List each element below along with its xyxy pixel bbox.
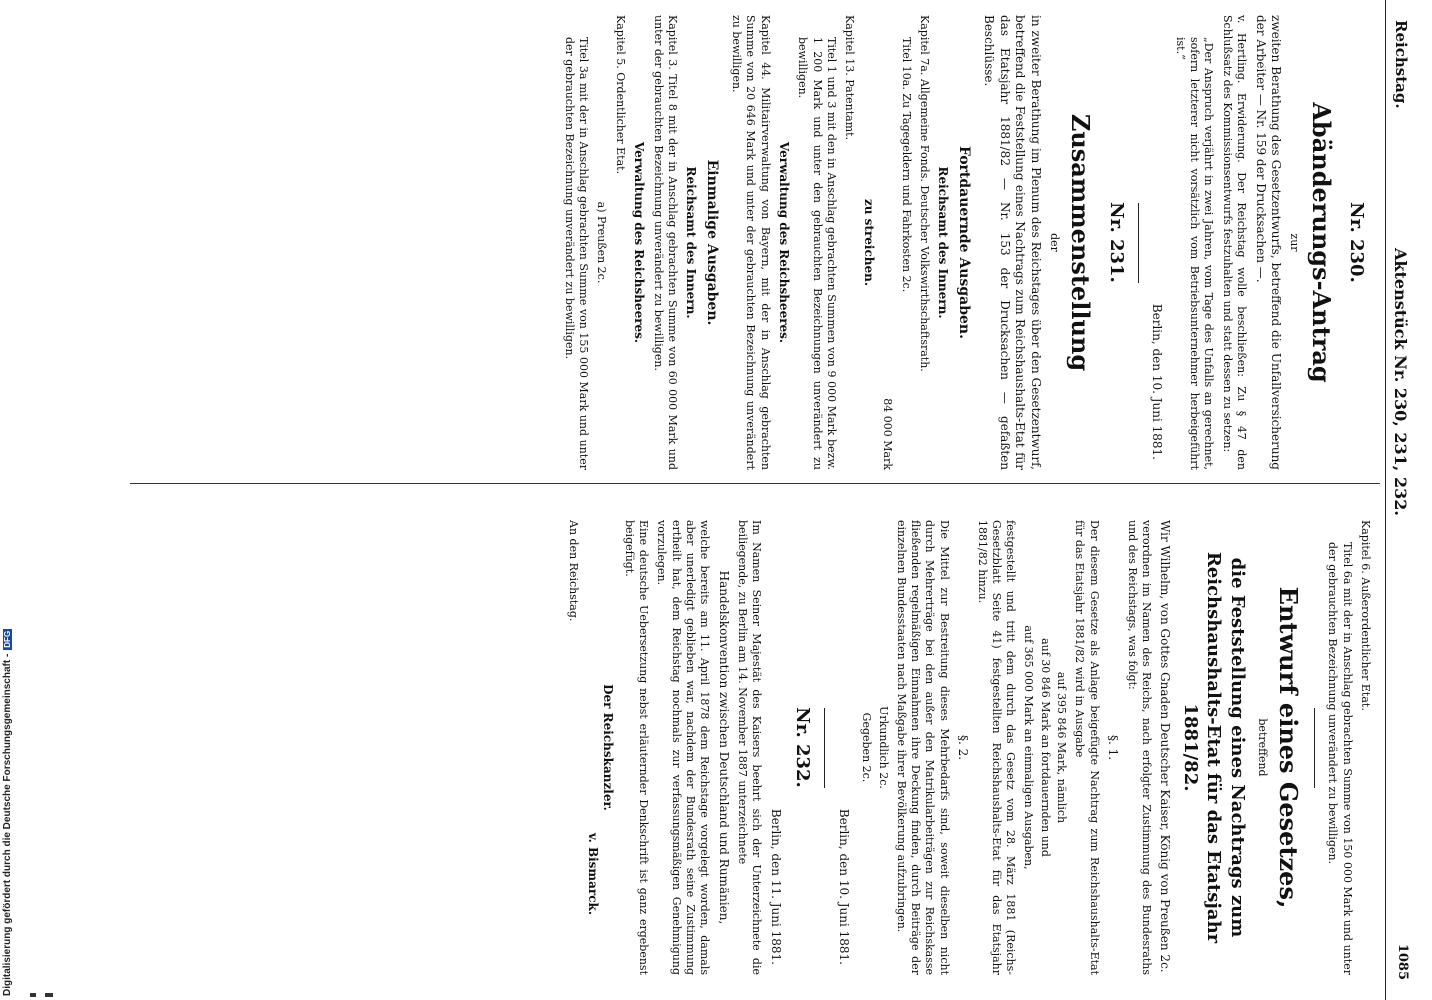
- preussen: a) Preußen 2c.: [595, 201, 609, 284]
- text-paragraph-1: Der diesem Gesetze als Anlage beigefügte Nachtrag zum Reichshaushalts-Etat für das Etatsjahr 1881/82 wird in Ausgabe: [1073, 520, 1101, 975]
- doc-number-231: Nr. 231.: [1105, 202, 1127, 283]
- credit-text-wrap: [2, 629, 13, 996]
- right-column: [566, 520, 1376, 975]
- digitization-credit: [0, 0, 18, 1000]
- heading-einmalige: Einmalige Ausgaben.: [703, 159, 720, 326]
- titel-10a: Titel 10a. Zu Tagegeldern und Fahrkosten 2c.: [899, 37, 913, 293]
- subtitle-230: zweiten Berathung des Gesetzentwurfs, betreffend die Unfallversicherung der Arbeiter — Nr. 159 der Drucksachen —.: [1253, 15, 1284, 470]
- titel-13: Titel 1 und 3 mit den in Anschlag gebrachten Summen von 9 000 Mark bezw. 1 200 Mark und unter den gebrauchten Bezeichnungen unverändert zu bewilligen.: [796, 37, 839, 470]
- quote-230: „Der Anspruch verjährt in zwei Jahren, vom Tage des Unfalls an gerechnet, sofern letzterer nicht vorsätzlich vom Betriebsunternehmer herbeigeführt ist.“: [1173, 37, 1216, 470]
- heading-fortdauernde: Fortdauernde Ausgaben.: [955, 146, 972, 339]
- rotated-page-content: [116, 0, 1416, 1000]
- subtitle-231: in zweiter Berathung im Plenum des Reichstages über den Gesetzentwurf, betreffend die Feststellung eines Nachtrags zum Reichshaushalts-Etat für das Etatsjahr 1881/82 — Nr. 153 der Drucksachen — gefaßten Beschlüsse.: [982, 15, 1043, 470]
- title-entwurf: Entwurf eines Gesetzes,: [1274, 586, 1304, 909]
- kapitel-5: Kapitel 5. Ordentlicher Etat.: [613, 15, 627, 175]
- header-title: Aktenstück Nr. 230, 231, 232.: [1391, 248, 1410, 516]
- separator-rule-2: [1314, 708, 1315, 788]
- amount-total: auf 395 846 Mark, nämlich: [1055, 671, 1069, 824]
- wilhelm-line: Wir Wilhelm, von Gottes Gnaden Deutscher Kaiser, König von Preußen 2c.: [1158, 520, 1173, 973]
- titel-6a: Titel 6a mit der in Anschlag gebrachten Summe von 150 000 Mark und unter der gebrauchten Bezeichnung unverändert zu bewilligen.: [1326, 542, 1354, 975]
- kapitel-44: Kapitel 44. Militairverwaltung von Bayern, mit der in Anschlag gebrachten Summe von 20 646 Mark und unter der gebrauchten Bezeichnung unverändert zu bewilligen.: [729, 15, 772, 470]
- gegeben: Gegeben 2c.: [860, 712, 874, 783]
- amount-einmalig: auf 365 000 Mark an einmaligen Ausgaben,: [1022, 625, 1036, 870]
- signature-title: Der Reichskanzler.: [601, 684, 616, 811]
- doc-number-230: Nr. 230.: [1346, 202, 1367, 283]
- kapitel-6: Kapitel 6. Außerordentlicher Etat.: [1359, 520, 1372, 711]
- heading-heer-2: Verwaltung des Reichsheeres.: [632, 141, 647, 344]
- dfg-logo: DFG: [3, 630, 12, 648]
- credit-text: Digitalisierung gefördert durch die Deutsche Forschungsgemeinschaft -: [2, 653, 13, 996]
- date-231: Berlin, den 10. Juni 1881.: [836, 808, 851, 965]
- header-left: Reichstag.: [1392, 20, 1410, 109]
- paragraph-1: §. 1.: [1106, 734, 1121, 761]
- text-232b: welche bereits am 11. April 1878 dem Reichstage vorgelegt worden, damals aber unerledigt geblieben war, nachdem der Bundesrath seine Zustimmung ertheilt hat, dem Reichstag nochmals zur verfassungsmäßigen Genehmigung vorzulegen.: [655, 520, 712, 975]
- text-232a: Im Namen Seiner Majestät des Kaisers beehrt sich der Unterzeichnete die beiliegende, zu Berlin am 14. November 1887 unterzeichnete: [736, 520, 764, 975]
- separator-rule: [1138, 203, 1139, 283]
- addressee: An den Reichstag.: [567, 520, 581, 622]
- text-232c: Eine deutsche Uebersetzung nebst erläuternder Denkschrift ist ganz ergebenst beigefügt.: [622, 520, 650, 975]
- handelskonvention: Handelskonvention zwischen Deutschland und Rumänien,: [716, 570, 731, 925]
- heading-heer: Verwaltung des Reichsheeres.: [777, 141, 792, 344]
- text-paragraph-2: Die Mittel zur Bestreitung dieses Mehrbedarfs sind, soweit dieselben nicht durch Mehrerträge bei den außer den Matrikularbeiträgen zur Reichskasse fließenden regelmäßigen Einnahmen ihre Deckung finden, durch Beiträge der einzelnen Bundesstaaten nach Maßgabe ihrer Bevölkerung aufzubringen.: [894, 520, 951, 975]
- title-231: Zusammenstellung: [1066, 113, 1096, 372]
- der-label: der: [1048, 233, 1062, 252]
- betreffend-label: betreffend: [1255, 718, 1269, 777]
- page-number: 1085: [1395, 943, 1410, 980]
- verordnen-line: verordnen im Namen des Reichs, nach erfolgter Zustimmung des Bundesraths und des Reichstags, was folgt:: [1125, 520, 1153, 975]
- separator-rule-3: [824, 708, 825, 788]
- text-paragraph-1b: festgestellt und tritt dem durch das Gesetz vom 28. März 1881 (Reichs-Gesetzblatt Seite 41) festgestellten Reichshaushalts-Etat für das Etatsjahr 1881/82 hinzu.: [975, 520, 1018, 975]
- amount-fortdauernd: auf 30 846 Mark an fortdauernden und: [1038, 638, 1052, 857]
- date-232: Berlin, den 11. Juni 1881.: [768, 808, 783, 965]
- scan-mark: [30, 993, 36, 997]
- zu-streichen: zu streichen.: [861, 198, 876, 287]
- urkundlich: Urkundlich 2c.: [876, 706, 890, 789]
- scan-mark-2: [45, 993, 53, 997]
- zur-label: zur: [1288, 233, 1302, 252]
- heading-reichsamt: Reichsamt des Innern.: [936, 166, 951, 319]
- amount-10a: 84 000 Mark: [881, 398, 895, 470]
- title-230: Abänderungs-Antrag: [1306, 102, 1336, 383]
- paragraph-2: §. 2.: [956, 734, 971, 761]
- kapitel-7a: Kapitel 7a. Allgemeine Fonds. Deutscher Volkswirthschaftsrath.: [917, 15, 931, 372]
- kapitel-13: Kapitel 13. Patentamt.: [843, 15, 857, 141]
- column-divider: [130, 483, 1380, 484]
- motion-230: v. Hertling. Erwiderung. Der Reichstag wolle beschließen: Zu § 47 den Schlußsatz des Kommissionsentwurfs festzuhalten und statt dessen zu setzen:: [1220, 15, 1248, 470]
- left-column: [558, 15, 1376, 470]
- subtitle-entwurf: die Feststellung eines Nachtrags zum Reichshaushalts-Etat für das Etatsjahr 1881/82.: [1179, 551, 1248, 944]
- date-230: Berlin, den 10. Juni 1881.: [1150, 303, 1165, 460]
- heading-reichsamt-2: Reichsamt des Innern.: [684, 166, 699, 319]
- doc-number-232: Nr. 232.: [792, 707, 814, 788]
- signature-name: v. Bismarck.: [585, 832, 600, 915]
- titel-3a: Titel 3a mit der in Anschlag gebrachten Summe von 155 000 Mark und unter der gebrauchten Bezeichnung unverändert zu bewilligen.: [562, 37, 591, 470]
- page-header: [1385, 0, 1416, 1000]
- kapitel-3: Kapitel 3. Titel 8 mit der in Anschlag gebrachten Summe von 60 000 Mark und unter der gebrauchten Bezeichnung unverändert zu bewilligen.: [651, 15, 679, 470]
